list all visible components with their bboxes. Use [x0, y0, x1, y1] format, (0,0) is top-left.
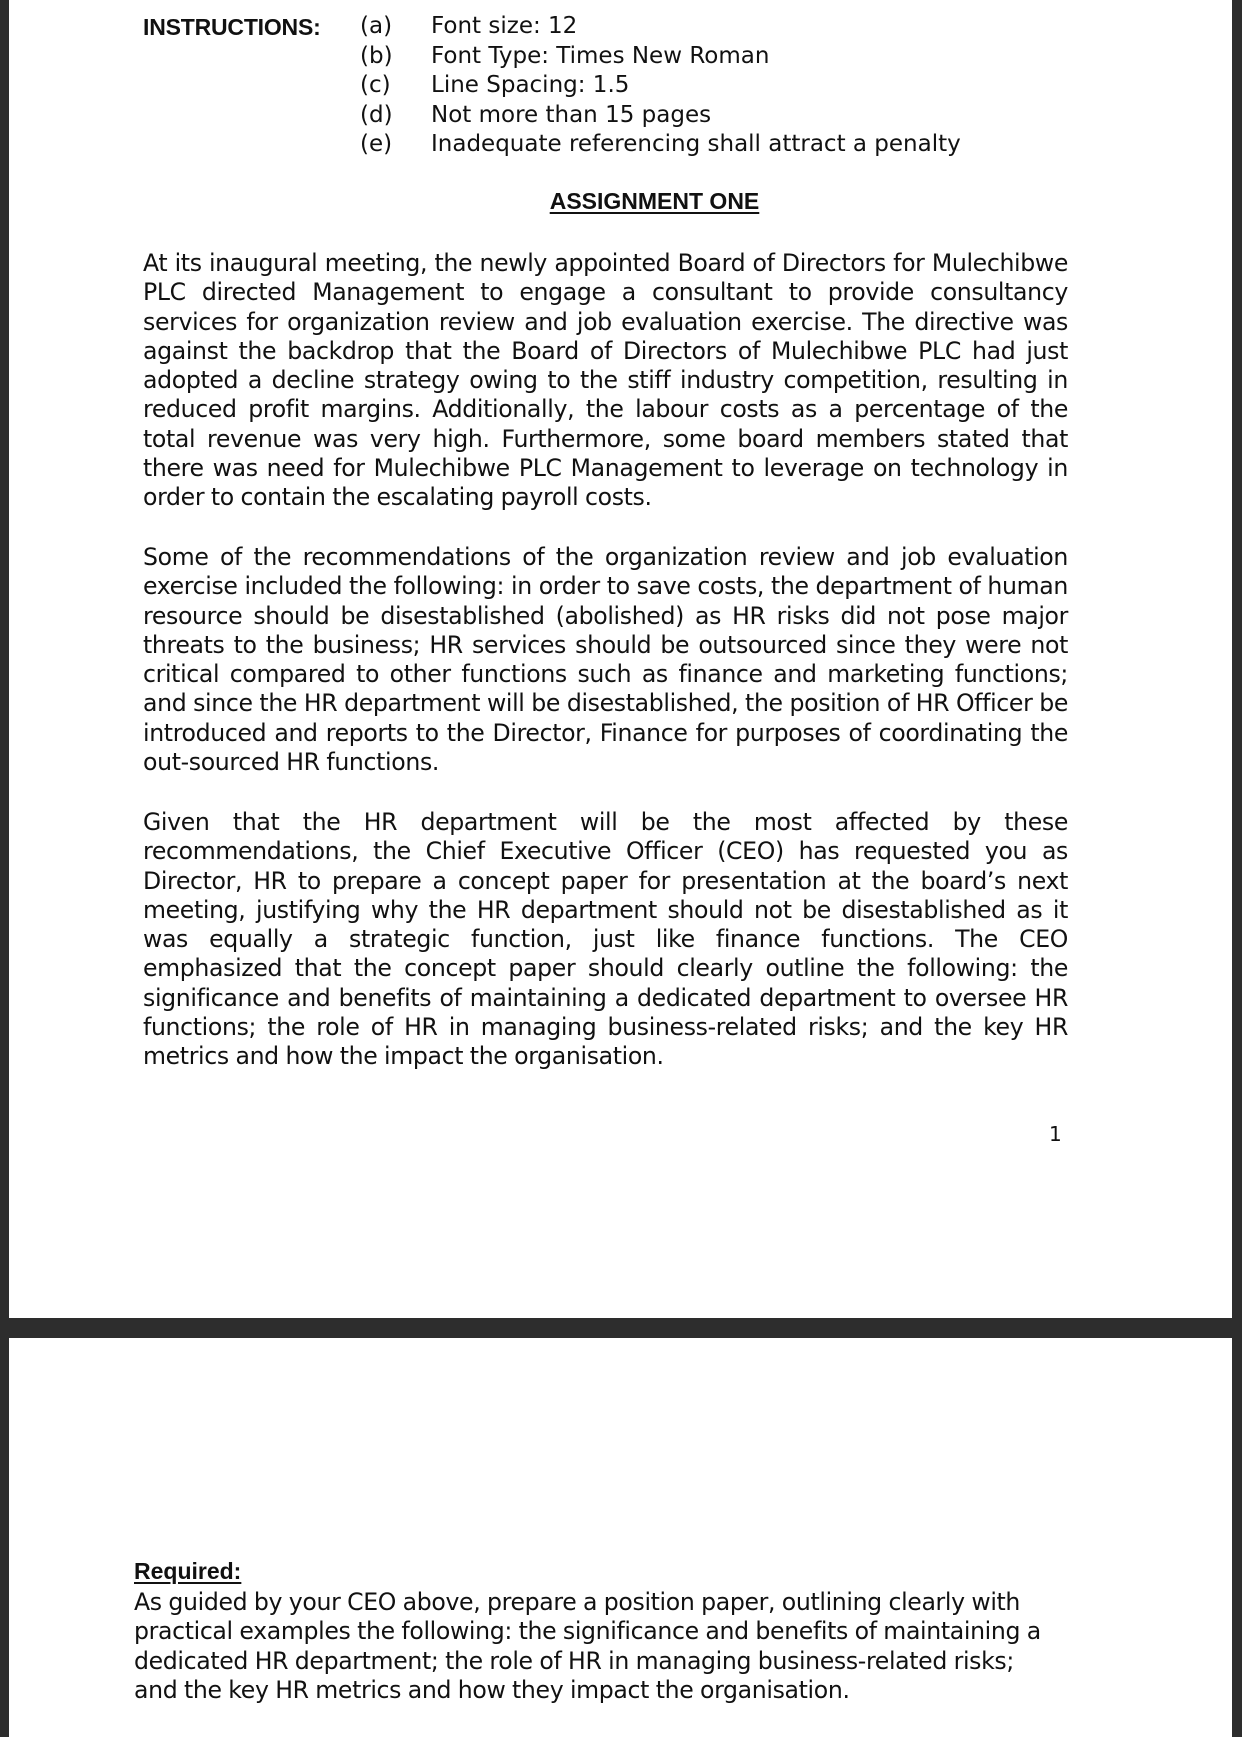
assignment-paragraph-2: Some of the recommendations of the organization review and job evaluation exercise included the following: in order to save costs, the department of human resource should be disestablished (abolished) as HR risks did not pose major threats to the business; HR services should be outsourced since they were not critical compared to other functions such as finance and marketing functions; and since the HR department will be disestablished, the position of HR Officer be introduced and reports to the Director, Finance for purposes of coordinating the out-sourced HR functions. — [143, 543, 1068, 777]
instructions-label: INSTRUCTIONS: — [143, 14, 321, 40]
instruction-text: Font Type: Times New Roman — [431, 42, 770, 69]
instruction-letter: (c) — [360, 72, 391, 98]
instruction-text: Font size: 12 — [431, 13, 578, 39]
required-label: Required: — [134, 1558, 242, 1584]
instruction-letter: (d) — [360, 101, 393, 128]
document-page-1 — [9, 0, 1232, 1318]
instruction-letter: (b) — [360, 42, 393, 69]
assignment-paragraph-3: Given that the HR department will be the most affected by these recommendations, the Chief Executive Officer (CEO) has requested you as Director, HR to prepare a concept paper for presentation at the board’s next meeting, justifying why the HR department should not be disestablished as it was equally a strategic function, just like finance functions. The CEO emphasized that the concept paper should clearly outline the following: the significance and benefits of maintaining a dedicated department to oversee HR functions; the role of HR in managing business-related risks; and the key HR metrics and how the impact the organisation. — [143, 808, 1068, 1071]
instruction-text: Line Spacing: 1.5 — [431, 72, 630, 98]
instruction-letter: (e) — [360, 131, 393, 157]
required-text: As guided by your CEO above, prepare a position paper, outlining clearly with practical examples the following: the significance and benefits of maintaining a dedicated HR department; the role of HR in managing business-related risks; and the key HR metrics and how they impact the organisation. — [134, 1588, 1041, 1704]
assignment-heading: ASSIGNMENT ONE — [549, 188, 760, 214]
page-number: 1 — [1049, 1122, 1062, 1146]
assignment-paragraph-1: At its inaugural meeting, the newly appointed Board of Directors for Mulechibwe PLC directed Management to engage a consultant to provide consultancy services for organization review and job evaluation exercise. The directive was against the backdrop that the Board of Directors of Mulechibwe PLC had just adopted a decline strategy owing to the stiff industry competition, resulting in reduced profit margins. Additionally, the labour costs as a percentage of the total revenue was very high. Furthermore, some board members stated that there was need for Mulechibwe PLC Management to leverage on technology in order to contain the escalating payroll costs. — [143, 249, 1068, 512]
instruction-text: Inadequate referencing shall attract a penalty — [431, 131, 961, 157]
instruction-text: Not more than 15 pages — [431, 101, 712, 128]
instruction-letter: (a) — [360, 13, 393, 39]
